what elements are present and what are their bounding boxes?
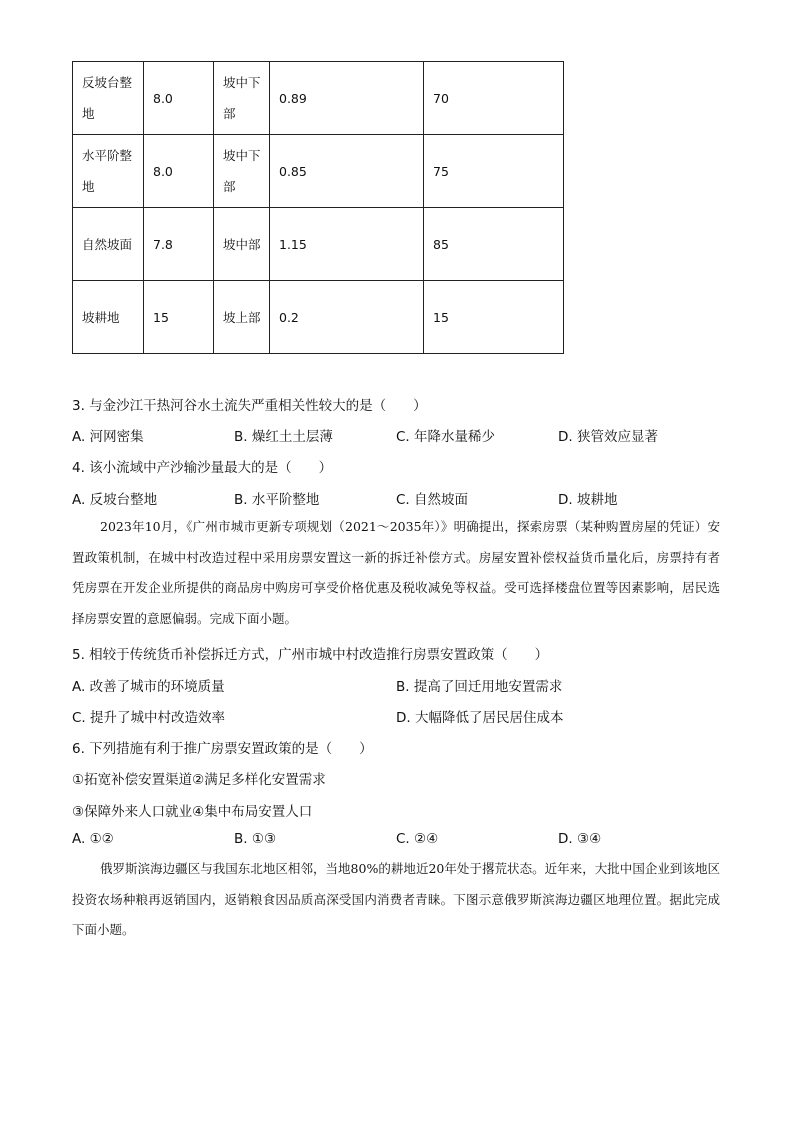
option-d: D. 大幅降低了居民居住成本 [396,710,564,726]
table-cell: 坡中下部 [214,62,270,135]
option-c: C. 提升了城中村改造效率 [72,710,226,726]
option-b: B. ①③ [234,831,277,847]
table-cell: 8.0 [144,135,214,208]
option-d: D. 坡耕地 [558,492,618,508]
table-cell: 自然坡面 [73,208,144,281]
question-6-options [72,831,722,851]
table-cell: 0.85 [270,135,424,208]
option-b: B. 水平阶整地 [234,492,320,508]
table-cell: 15 [144,281,214,354]
table-cell: 75 [424,135,564,208]
question-6-statements-1: ①拓宽补偿安置渠道②满足多样化安置需求 [72,772,326,788]
passage-1: 2023年10月，《广州市城市更新专项规划（2021～2035年）》明确提出，探索房票（某种购置房屋的凭证）安置政策机制，在城中村改造过程中采用房票安置这一新的拆迁补偿方式。房屋安置补偿权益货币量化后，房票持有者凭房票在开发企业所提供的商品房中购房可享受价格优惠及税收减免等权益。受可选择楼盘位置等因素影响，居民选择房票安置的意愿偏弱。完成下面小题。 [72,519,720,626]
table-row [73,281,564,354]
option-c: C. 自然坡面 [396,492,469,508]
table-row [73,135,564,208]
table-row [73,62,564,135]
question-4-stem: 4. 该小流域中产沙输沙量最大的是（ ） [72,460,333,476]
question-5-options-row-1 [72,675,722,695]
table-cell: 坡中部 [214,208,270,281]
table-cell: 1.15 [270,208,424,281]
table-cell: 坡中下部 [214,135,270,208]
table-cell: 0.2 [270,281,424,354]
option-c: C. 年降水量稀少 [396,429,496,445]
option-b: B. 提高了回迁用地安置需求 [396,679,563,695]
question-5-options-row-2 [72,706,722,726]
table-cell: 水平阶整地 [73,135,144,208]
question-3-stem: 3. 与金沙江干热河谷水土流失严重相关性较大的是（ ） [72,398,427,414]
table-cell: 85 [424,208,564,281]
table-cell: 8.0 [144,62,214,135]
question-6-stem: 6. 下列措施有利于推广房票安置政策的是（ ） [72,741,373,757]
data-table [72,61,564,354]
table-cell: 70 [424,62,564,135]
option-a: A. 反坡台整地 [72,492,158,508]
option-a: A. ①② [72,831,114,847]
option-a: A. 改善了城市的环境质量 [72,679,225,695]
question-4-options [72,488,722,508]
passage-2: 俄罗斯滨海边疆区与我国东北地区相邻，当地80%的耕地近20年处于撂荒状态。近年来，大批中国企业到该地区投资农场种粮再返销国内，返销粮食因品质高深受国内消费者青睐。下图示意俄罗斯滨海边疆区地理位置。据此完成下面小题。 [72,861,720,937]
table-cell: 坡上部 [214,281,270,354]
table-cell: 反坡台整地 [73,62,144,135]
table-cell: 坡耕地 [73,281,144,354]
question-5-stem: 5. 相较于传统货币补偿拆迁方式，广州市城中村改造推行房票安置政策（ ） [72,647,549,663]
question-6-statements-2: ③保障外来人口就业④集中布局安置人口 [72,804,313,820]
table-cell: 7.8 [144,208,214,281]
question-3-options [72,425,722,445]
option-b: B. 燥红土土层薄 [234,429,333,445]
option-d: D. 狭管效应显著 [558,429,658,445]
option-c: C. ②④ [396,831,439,847]
table-cell: 15 [424,281,564,354]
table-cell: 0.89 [270,62,424,135]
table-row [73,208,564,281]
option-a: A. 河网密集 [72,429,144,445]
option-d: D. ③④ [558,831,602,847]
